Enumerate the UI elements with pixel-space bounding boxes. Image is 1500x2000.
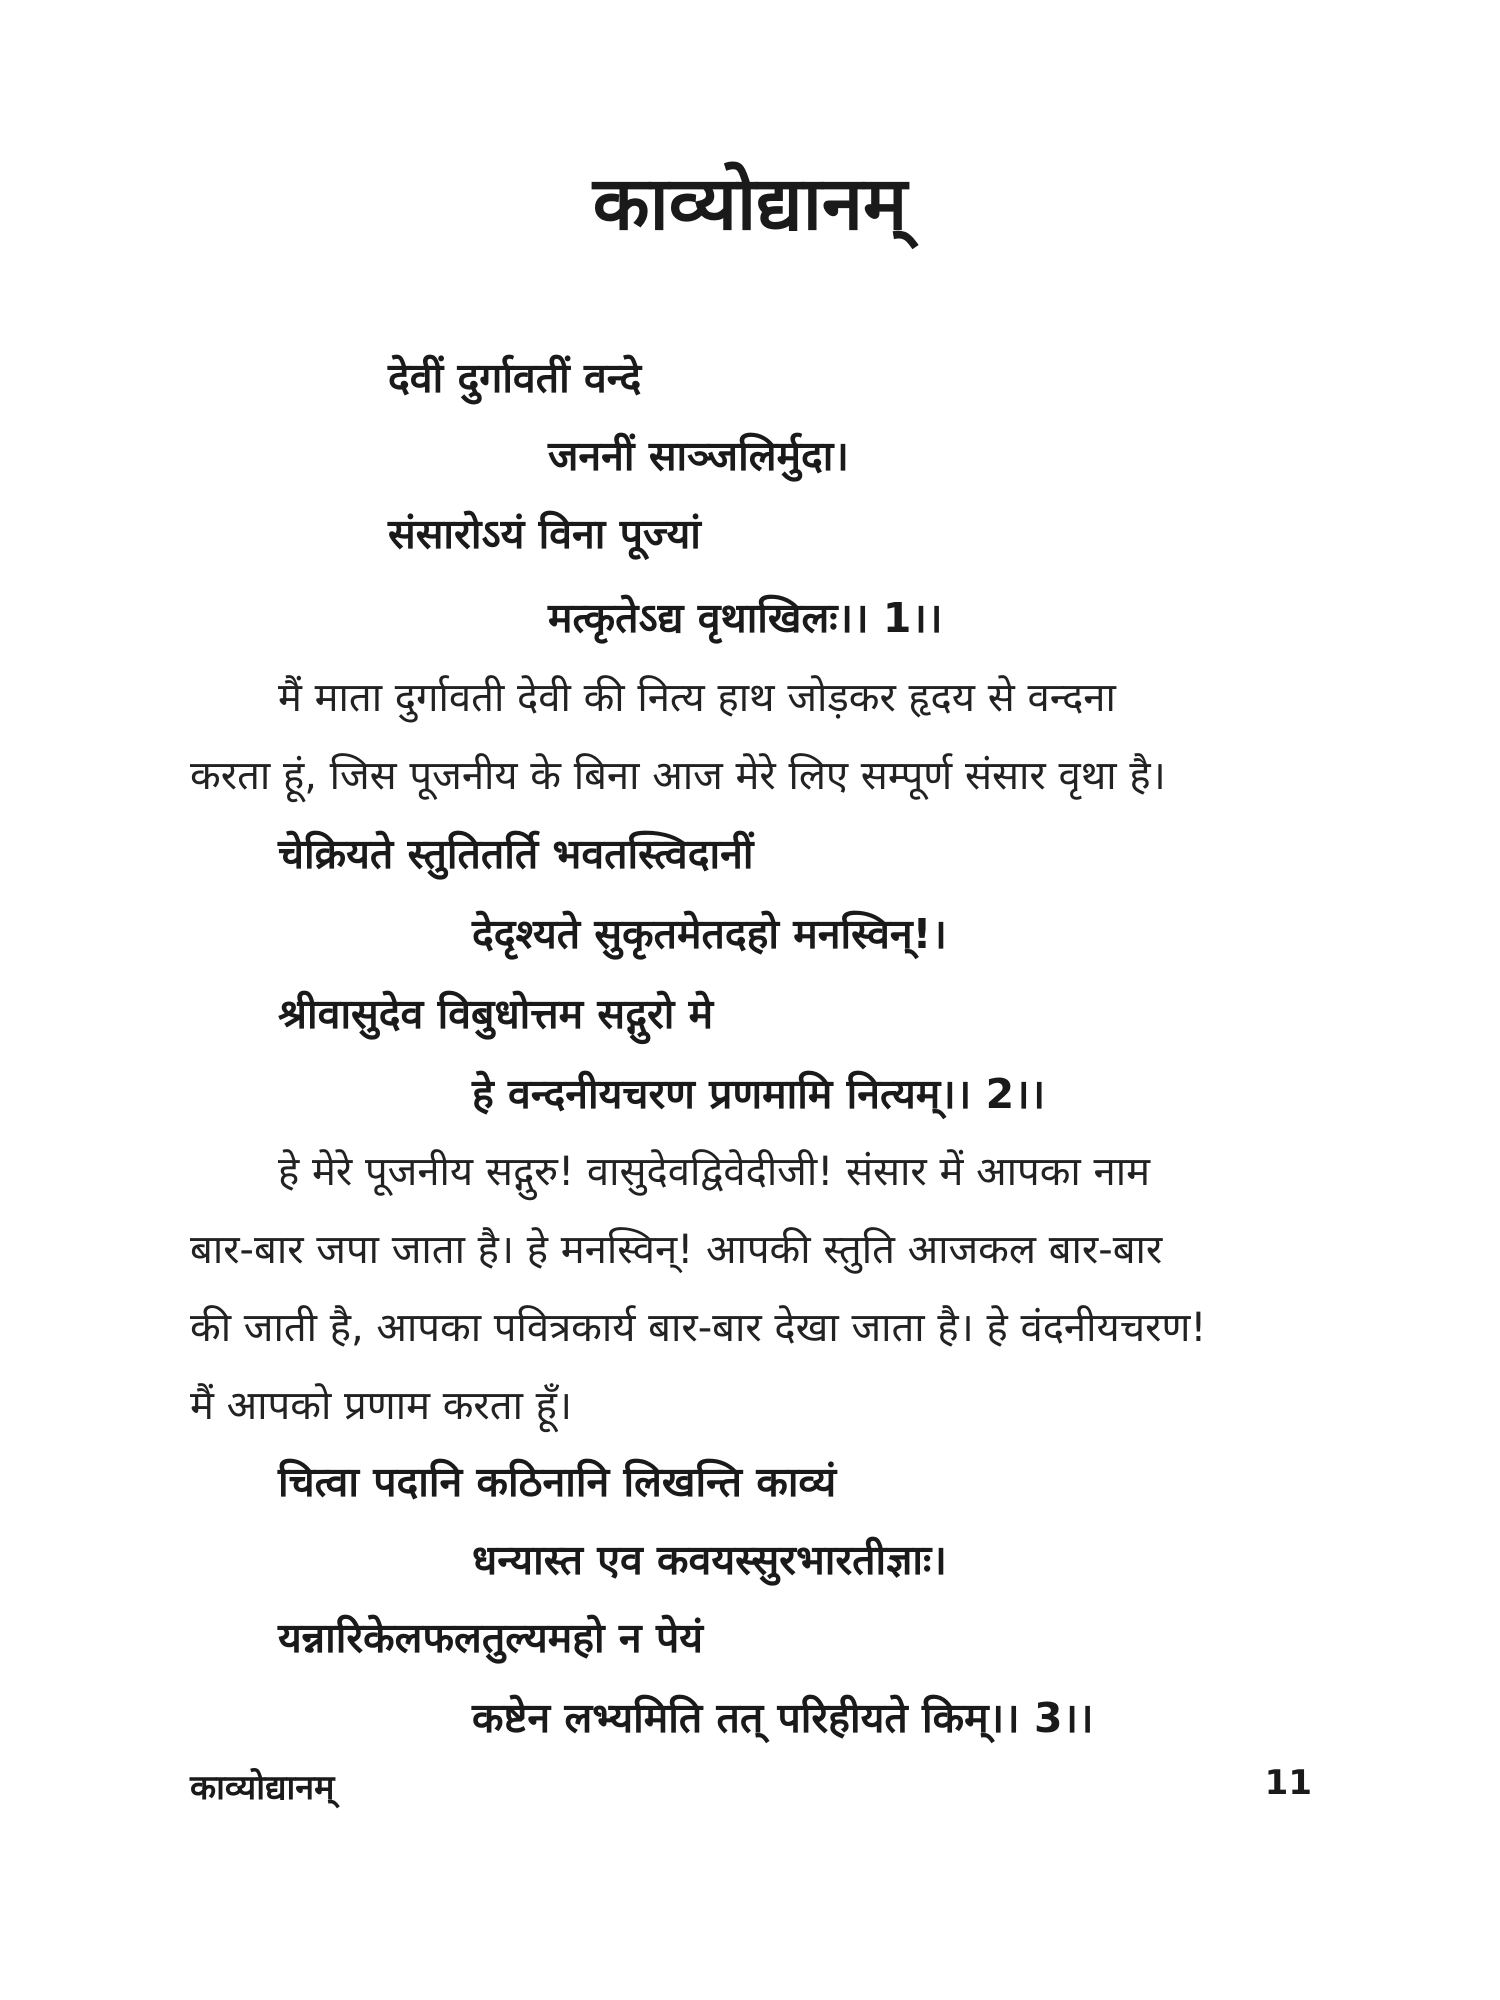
verse-line: हे वन्दनीयचरण प्रणमामि नित्यम्।। 2।। bbox=[472, 1070, 1046, 1118]
translation-line: मैं आपको प्रणाम करता हूँ। bbox=[190, 1383, 573, 1429]
page-title: काव्योद्यानम् bbox=[592, 161, 908, 247]
verse-line: चेक्रियते स्तुतितर्ति भवतस्त्विदानीं bbox=[278, 830, 754, 878]
verse-line: चित्वा पदानि कठिनानि लिखन्ति काव्यं bbox=[278, 1458, 837, 1506]
footer-book-name: काव्योद्यानम् bbox=[190, 1768, 335, 1808]
verse-line: जननीं साञ्जलिर्मुदा। bbox=[548, 432, 849, 480]
verse-line: मत्कृतेऽद्य वृथाखिलः।। 1।। bbox=[548, 594, 943, 642]
verse-line: संसारोऽयं विना पूज्यां bbox=[388, 510, 701, 558]
translation-line: हे मेरे पूजनीय सद्गुरु! वासुदेवद्विवेदीजी! संसार में आपका नाम bbox=[278, 1149, 1150, 1195]
verse-line: देवीं दुर्गावतीं वन्दे bbox=[388, 354, 642, 402]
translation-line: करता हूं, जिस पूजनीय के बिना आज मेरे लिए सम्पूर्ण संसार वृथा है। bbox=[190, 753, 1166, 799]
verse-line: यन्नारिकेलफलतुल्यमहो न पेयं bbox=[278, 1614, 704, 1662]
verse-line: धन्यास्त एव कवयस्सुरभारतीज्ञाः। bbox=[472, 1536, 947, 1584]
verse-line: देदृश्यते सुकृतमेतदहो मनस्विन्!। bbox=[472, 910, 947, 958]
verse-line: श्रीवासुदेव विबुधोत्तम सद्गुरो मे bbox=[278, 990, 714, 1038]
translation-line: बार-बार जपा जाता है। हे मनस्विन्! आपकी स्तुति आजकल बार-बार bbox=[190, 1227, 1163, 1273]
footer-page-number: 11 bbox=[1264, 1763, 1312, 1803]
verse-line: कष्टेन लभ्यमिति तत् परिहीयते किम्।। 3।। bbox=[472, 1694, 1094, 1742]
translation-line: की जाती है, आपका पवित्रकार्य बार-बार देखा जाता है। हे वंदनीयचरण! bbox=[190, 1305, 1207, 1351]
translation-line: मैं माता दुर्गावती देवी की नित्य हाथ जोड़कर हृदय से वन्दना bbox=[278, 675, 1116, 721]
